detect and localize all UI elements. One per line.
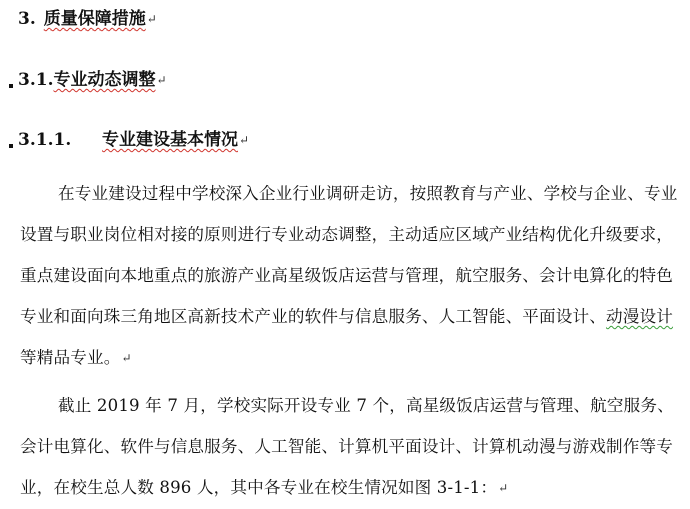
paragraph-text: 截止 2019 年 7 月，学校实际开设专业 7 个，高星级饭店运营与管理、航空服务、会计电算化、软件与信息服务、人工智能、计算机平面设计、计算机动漫与游戏制作等专业，在校生总人数 896 人，其中各专业在校生情况如图 3-1-1： [20,396,674,497]
heading-number: 3. [18,9,36,29]
heading-number: 3.1. [18,70,54,90]
heading-level-2 [18,69,167,91]
paragraph-text: 在专业建设过程中学校深入企业行业调研走访，按照教育与产业、学校与企业、专业设置与职业岗位相对接的原则进行专业动态调整，主动适应区域产业结构优化升级要求，重点建设面向本地重点的旅游产业高星级饭店运营与管理，航空服务、会计电算化的特色专业和面向珠三角地区高新技术产业的软件与信息服务、人工智能、平面设计、 [20,184,678,326]
paragraph-text: 等精品专业。 [20,348,121,367]
list-bullet-icon [9,84,13,88]
paragraph-mark-icon: ↵ [498,481,509,495]
heading-level-1 [18,8,157,30]
body-paragraph [20,385,685,509]
heading-title: 专业建设基本情况 [102,130,238,150]
grammar-flagged-text: 动漫设计 [606,307,674,326]
heading-title: 专业动态调整 [53,70,156,90]
paragraph-mark-icon: ↵ [156,73,167,87]
heading-title: 质量保障措施 [43,9,146,29]
body-paragraph [20,173,685,379]
heading-level-3 [18,129,249,151]
heading-number: 3.1.1. [18,130,72,150]
paragraph-mark-icon: ↵ [239,133,250,147]
paragraph-mark-icon: ↵ [121,351,132,365]
paragraph-mark-icon: ↵ [146,12,157,26]
list-bullet-icon [9,144,13,148]
